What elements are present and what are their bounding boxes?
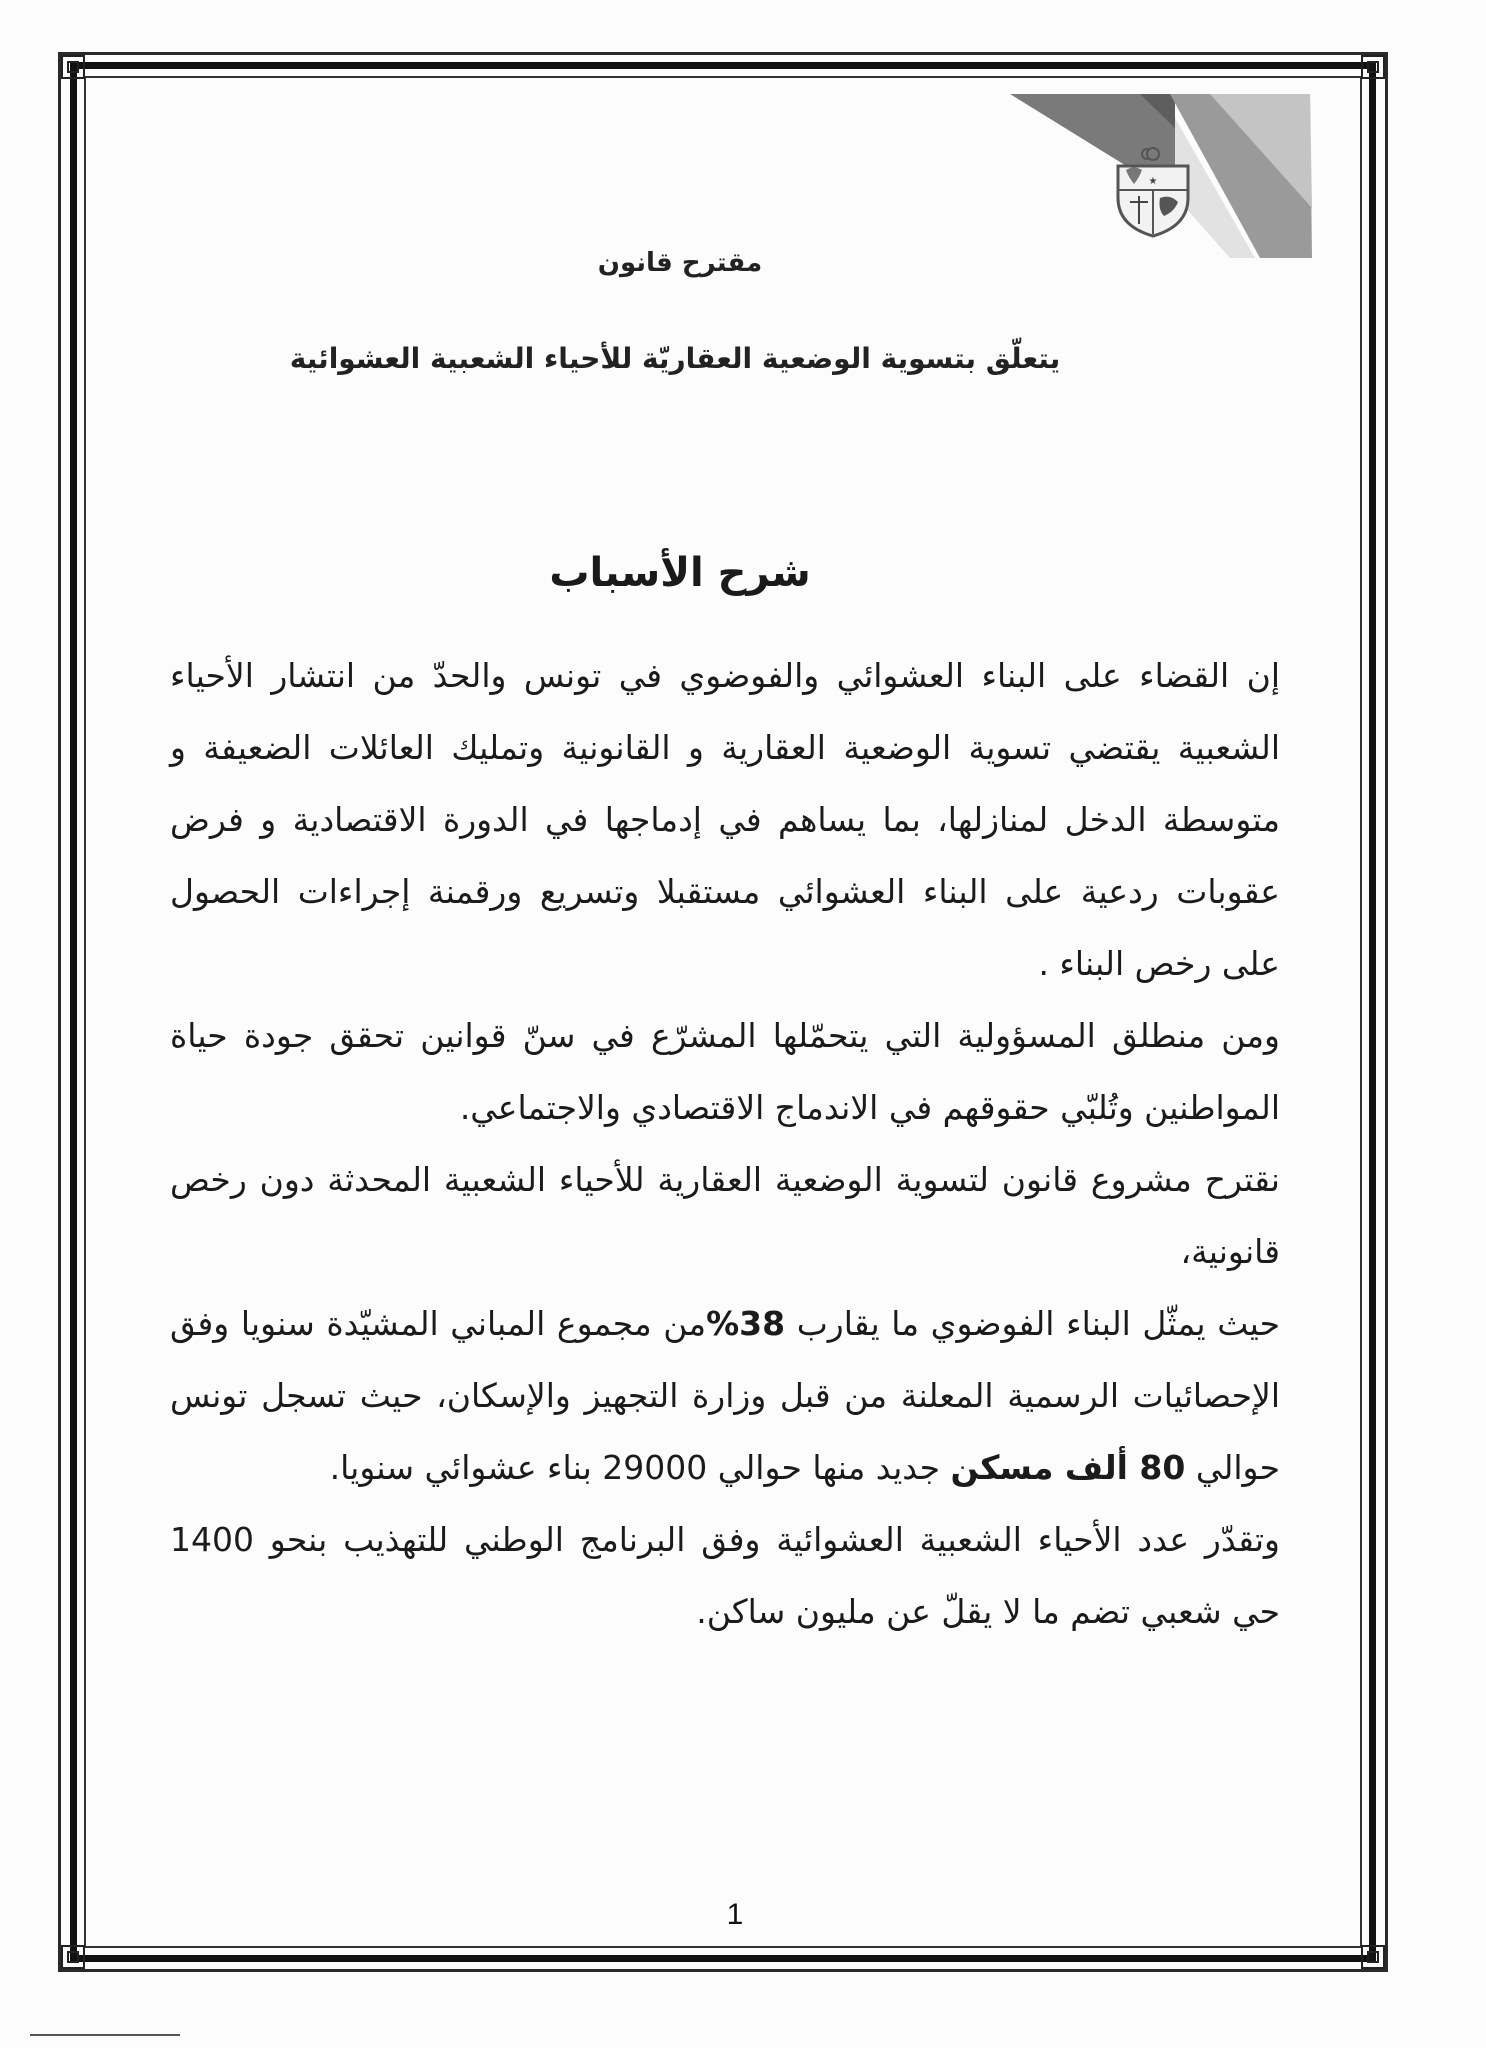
statistics-paragraph: [170, 1288, 1280, 1504]
stat-text: حيث يمثّل البناء الفوضوي ما يقارب: [785, 1304, 1280, 1343]
svg-text:★: ★: [1148, 176, 1158, 187]
page-number: 1: [726, 1898, 744, 1931]
stat-text: من مجموع المباني المشيّدة سنويا وفق الإحصائيات الرسمية المعلنة من قبل وزارة التجهيز والإسكان، حيث تسجل تونس حوالي: [170, 1304, 1280, 1487]
stat-percent: 38%: [706, 1304, 786, 1343]
document-body: [170, 640, 1280, 1648]
section-title: شرح الأسباب: [549, 550, 811, 596]
footer-rule: [30, 2034, 180, 2036]
paragraph: وتقدّر عدد الأحياء الشعبية العشوائية وفق البرنامج الوطني للتهذيب بنحو 1400 حي شعبي تضم ما لا يقلّ عن مليون ساكن.: [170, 1520, 1280, 1631]
frame-corner-ornament-icon: [1360, 1944, 1386, 1970]
document-subtitle: يتعلّق بتسوية الوضعية العقاريّة للأحياء الشعبية العشوائية: [289, 342, 1061, 375]
emblem-banner: [1000, 88, 1320, 258]
frame-corner-ornament-icon: [60, 1944, 86, 1970]
stat-housing-count: 80 ألف مسكن: [950, 1448, 1186, 1487]
stat-text: جديد منها حوالي 29000 بناء عشوائي سنويا.: [329, 1448, 951, 1487]
frame-corner-ornament-icon: [60, 54, 86, 80]
tunisia-coat-of-arms-icon: [1108, 144, 1198, 240]
document-type-label: مقترح قانون: [597, 248, 763, 278]
paragraph: نقترح مشروع قانون لتسوية الوضعية العقارية للأحياء الشعبية المحدثة دون رخص قانونية،: [170, 1160, 1280, 1271]
frame-corner-ornament-icon: [1360, 54, 1386, 80]
paragraph: إن القضاء على البناء العشوائي والفوضوي في تونس والحدّ من انتشار الأحياء الشعبية يقتضي تسوية الوضعية العقارية و القانونية وتمليك العائلات الضعيفة و متوسطة الدخل لمنازلها، بما يساهم في إدماجها في الدورة الاقتصادية و فرض عقوبات ردعية على البناء العشوائي مستقبلا وتسريع ورقمنة إجراءات الحصول على رخص البناء .: [170, 656, 1280, 983]
paragraph: ومن منطلق المسؤولية التي يتحمّلها المشرّع في سنّ قوانين تحقق جودة حياة المواطنين وتُلبّي حقوقهم في الاندماج الاقتصادي والاجتماعي.: [170, 1016, 1280, 1127]
